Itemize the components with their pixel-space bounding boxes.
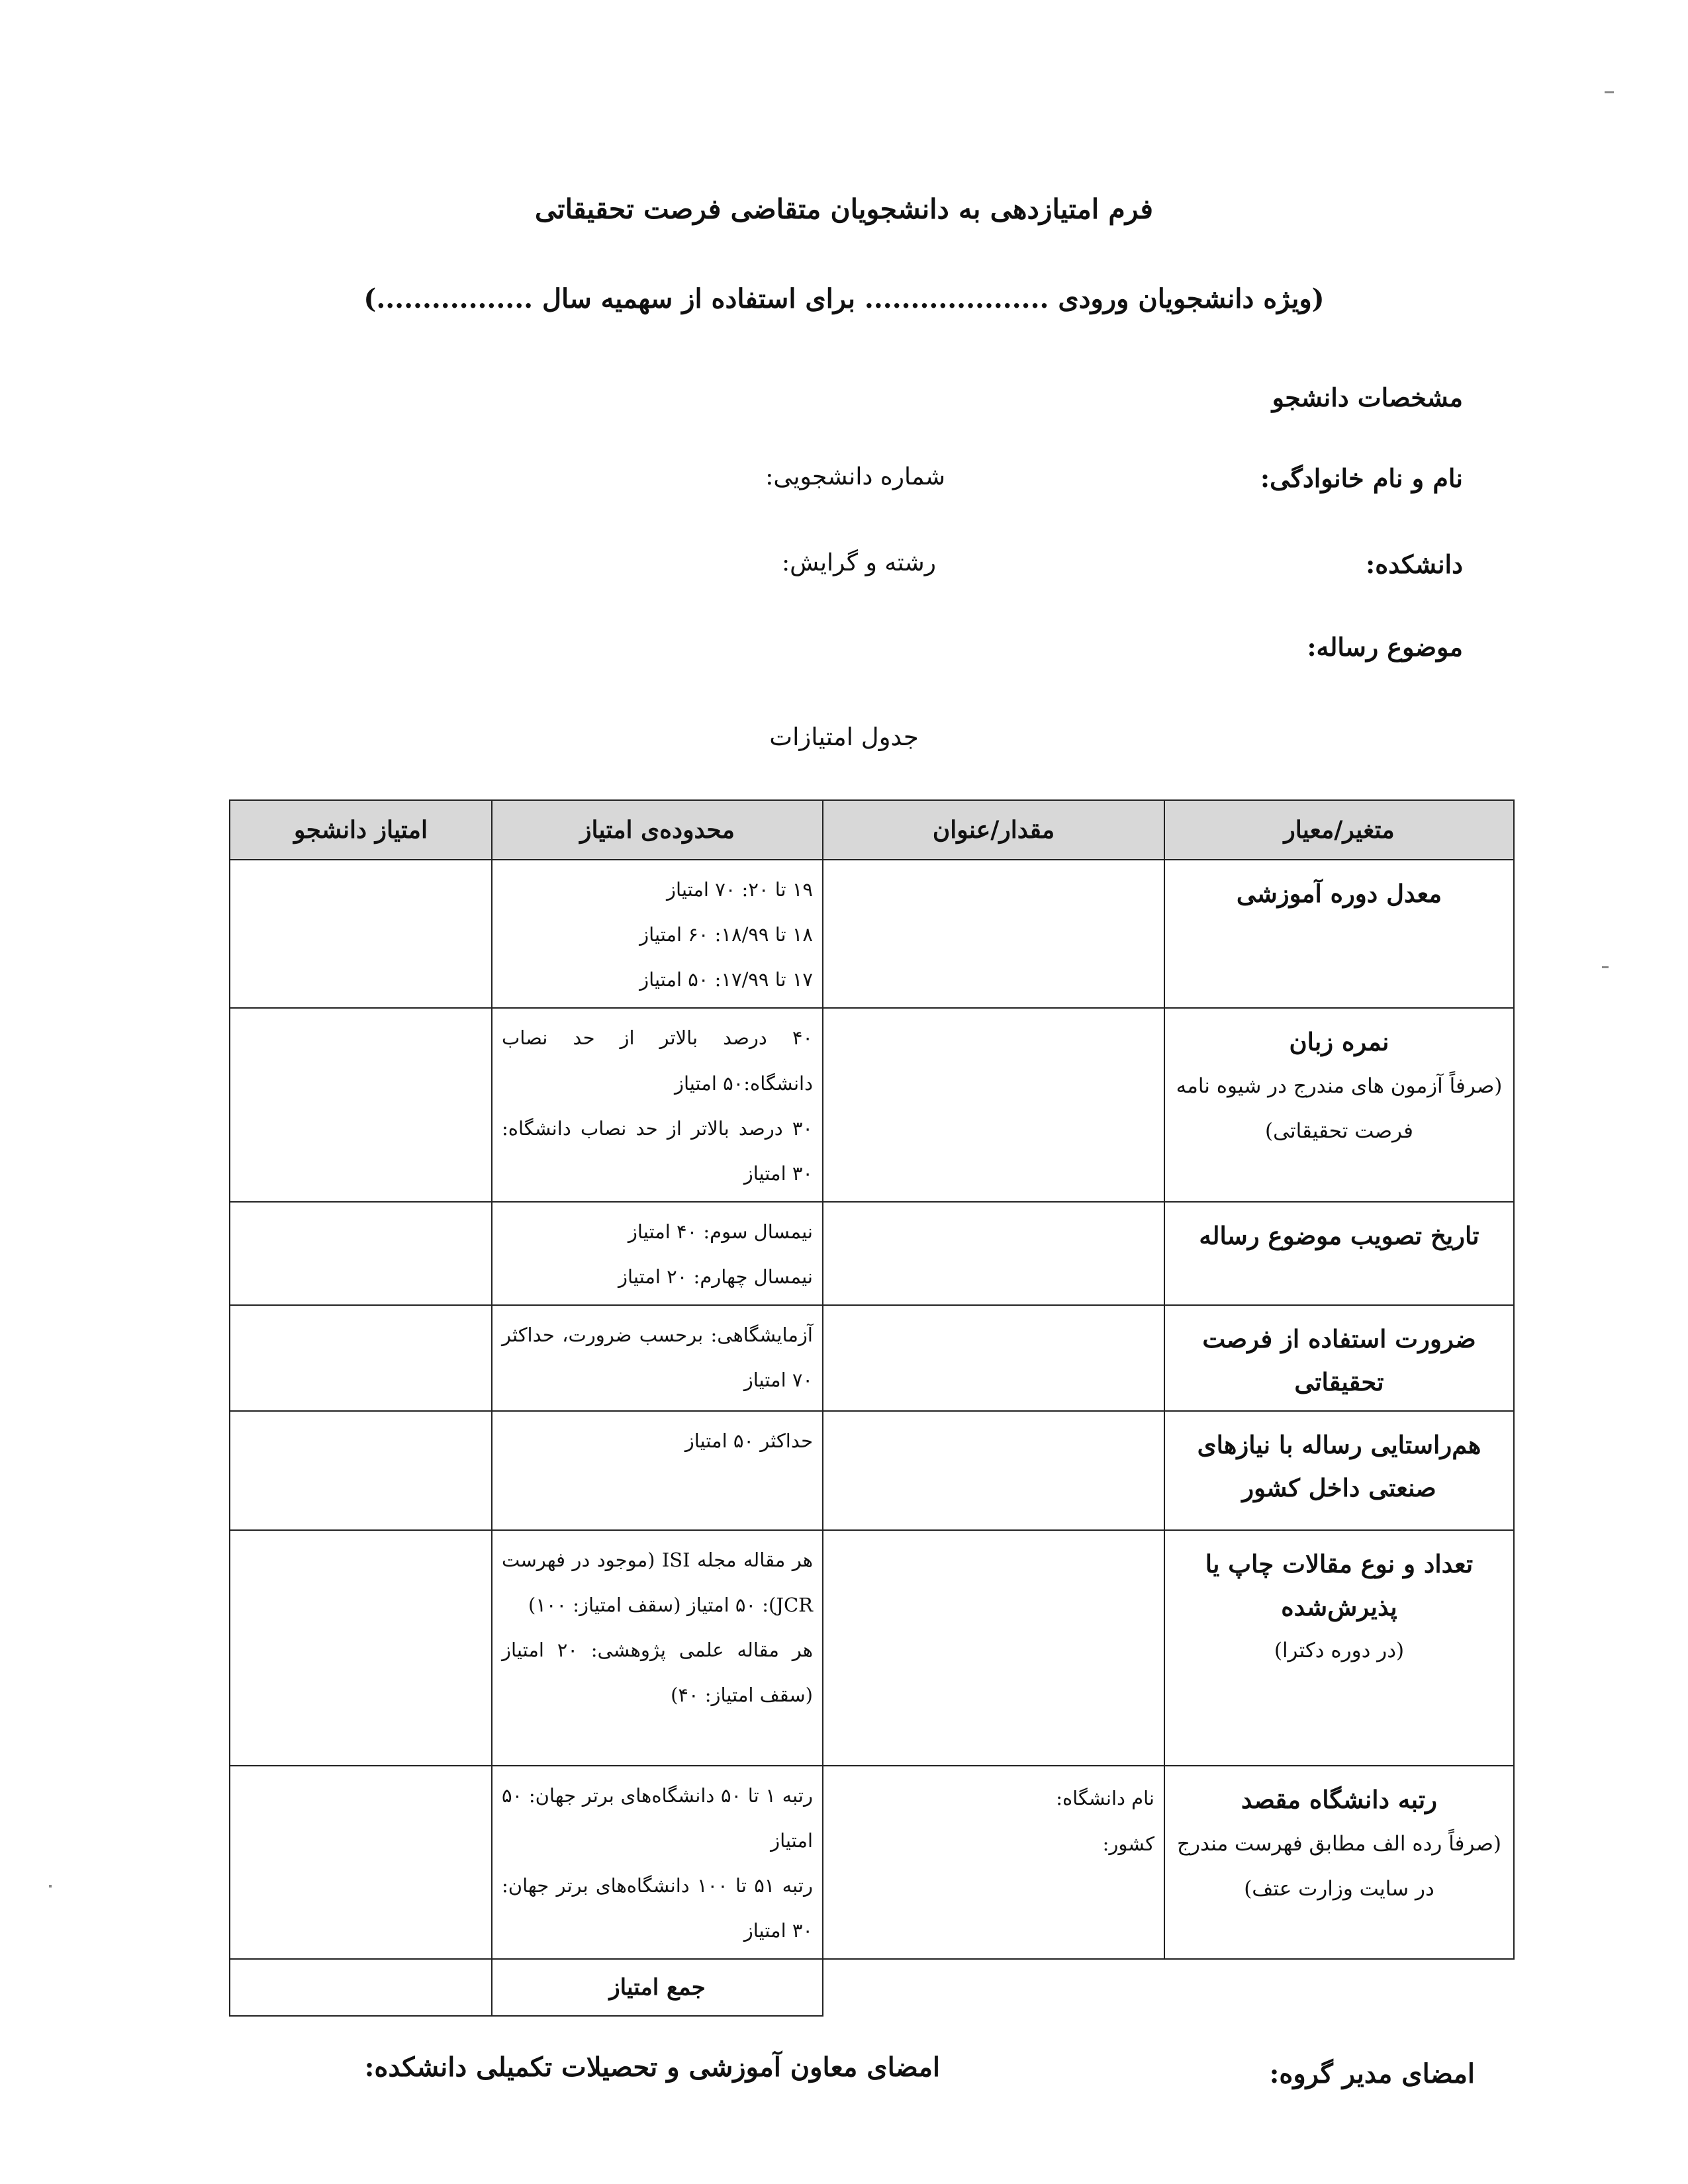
- major-field-label: رشته و گرایش:: [781, 549, 936, 576]
- range-line: حداکثر ۵۰ امتیاز: [684, 1429, 813, 1452]
- range-cell: [492, 1202, 823, 1305]
- criterion-cell: [1164, 1305, 1514, 1411]
- range-cell: [492, 1305, 823, 1411]
- range-cell: [492, 1530, 823, 1766]
- criterion-cell: [1164, 1202, 1514, 1305]
- criterion-note: (صرفاً آزمون های مندرج در شیوه نامه فرصت تحقیقاتی): [1176, 1074, 1503, 1144]
- criterion-title: رتبه دانشگاه مقصد: [1241, 1784, 1438, 1814]
- empty-cell: [823, 1959, 1164, 2016]
- table-row: [230, 1530, 1514, 1766]
- table-row: [230, 1411, 1514, 1530]
- deputy-signature-label: امضای معاون آموزشی و تحصیلات تکمیلی دانشکده:: [364, 2052, 940, 2083]
- criterion-cell: [1164, 1411, 1514, 1530]
- scores-table: [229, 799, 1515, 2017]
- scan-speck: [1602, 966, 1609, 968]
- scan-speck: [49, 1885, 52, 1888]
- criterion-title: نمره زبان: [1289, 1027, 1389, 1057]
- range-line: رتبه ۵۱ تا ۱۰۰ دانشگاه‌های برتر جهان: ۳۰ امتیاز: [502, 1874, 813, 1942]
- faculty-field-label: دانشکده:: [1366, 549, 1463, 579]
- range-cell: [492, 1008, 823, 1202]
- table-header-row: [230, 800, 1514, 860]
- criterion-title: هم‌راستایی رساله با نیازهای صنعتی داخل کشور: [1197, 1430, 1481, 1502]
- range-line: ۳۰ درصد بالاتر از حد نصاب دانشگاه: ۳۰ امتیاز: [502, 1116, 813, 1185]
- student-score-cell[interactable]: [230, 1766, 492, 1960]
- student-info-heading: مشخصات دانشجو: [1272, 383, 1463, 412]
- criterion-cell: [1164, 1766, 1514, 1960]
- range-line: ۱۹ تا ۲۰: ۷۰ امتیاز: [667, 878, 813, 901]
- thesis-field-label: موضوع رساله:: [1307, 632, 1463, 662]
- table-row: [230, 1202, 1514, 1305]
- amount-cell[interactable]: [823, 1008, 1164, 1202]
- empty-cell: [1164, 1959, 1514, 2016]
- scan-speck: [1605, 91, 1614, 93]
- table-row: [230, 1766, 1514, 1960]
- table-row: [230, 860, 1514, 1008]
- student-score-cell[interactable]: [230, 1530, 492, 1766]
- amount-cell[interactable]: [823, 1411, 1164, 1530]
- criterion-title: تاریخ تصویب موضوع رساله: [1199, 1220, 1479, 1250]
- name-field-label: نام و نام خانوادگی:: [1260, 463, 1463, 493]
- criterion-title: ضرورت استفاده از فرصت تحقیقاتی: [1202, 1324, 1476, 1397]
- total-score-cell[interactable]: [230, 1959, 492, 2016]
- amount-cell[interactable]: [823, 1305, 1164, 1411]
- country-label: کشور:: [1102, 1833, 1154, 1856]
- range-cell: [492, 860, 823, 1008]
- amount-cell[interactable]: [823, 860, 1164, 1008]
- student-score-cell[interactable]: [230, 1305, 492, 1411]
- criterion-title: معدل دوره آموزشی: [1236, 879, 1442, 908]
- student-score-cell[interactable]: [230, 1411, 492, 1530]
- range-line: ۱۸ تا ۱۸/۹۹: ۶۰ امتیاز: [639, 923, 813, 946]
- criterion-note: (در دوره دکترا): [1274, 1639, 1405, 1663]
- amount-cell[interactable]: [823, 1766, 1164, 1960]
- range-line: آزمایشگاهی: برحسب ضرورت، حداکثر ۷۰ امتیاز: [502, 1324, 813, 1392]
- student-score-cell[interactable]: [230, 1008, 492, 1202]
- criterion-cell: [1164, 1008, 1514, 1202]
- amount-cell[interactable]: [823, 1530, 1164, 1766]
- form-subtitle: (ویژه دانشجویان ورودی .................... برای استفاده از سهمیه سال .................): [363, 283, 1325, 314]
- table-caption: جدول امتیازات: [769, 723, 919, 751]
- table-row: [230, 1008, 1514, 1202]
- university-name-label: نام دانشگاه:: [1056, 1786, 1154, 1809]
- range-cell: [492, 1766, 823, 1960]
- total-row: [230, 1959, 1514, 2016]
- total-label: جمع امتیاز: [492, 1959, 823, 2016]
- criterion-cell: [1164, 1530, 1514, 1766]
- header-amount: مقدار/عنوان: [823, 800, 1164, 860]
- range-line: هر مقاله مجله ISI (موجود در فهرست JCR): ۵۰ امتیاز (سقف امتیاز: ۱۰۰): [502, 1548, 814, 1616]
- amount-cell[interactable]: [823, 1202, 1164, 1305]
- criterion-cell: [1164, 860, 1514, 1008]
- student-score-cell[interactable]: [230, 1202, 492, 1305]
- student-score-cell[interactable]: [230, 860, 492, 1008]
- group-head-signature-label: امضای مدیر گروه:: [1269, 2058, 1475, 2089]
- range-cell: [492, 1411, 823, 1530]
- header-criterion: متغیر/معیار: [1164, 800, 1514, 860]
- form-title: فرم امتیازدهی به دانشجویان متقاضی فرصت تحقیقاتی: [534, 193, 1154, 225]
- range-line: ۴۰ درصد بالاتر از حد نصاب دانشگاه:۵۰ امتیاز: [502, 1026, 813, 1095]
- table-row: [230, 1305, 1514, 1411]
- header-student-score: امتیاز دانشجو: [230, 800, 492, 860]
- header-range: محدوده‌ی امتیاز: [492, 800, 823, 860]
- range-line: نیمسال سوم: ۴۰ امتیاز: [628, 1220, 813, 1243]
- range-line: نیمسال چهارم: ۲۰ امتیاز: [618, 1265, 813, 1289]
- range-line: رتبه ۱ تا ۵۰ دانشگاه‌های برتر جهان: ۵۰ امتیاز: [502, 1784, 813, 1852]
- student-number-field-label: شماره دانشجویی:: [765, 463, 945, 490]
- criterion-title: تعداد و نوع مقالات چاپ یا پذیرش‌شده: [1205, 1549, 1474, 1621]
- range-line: ۱۷ تا ۱۷/۹۹: ۵۰ امتیاز: [639, 968, 813, 991]
- criterion-note: (صرفاً رده الف مطابق فهرست مندرج در سایت وزارت عتف): [1176, 1831, 1502, 1901]
- range-line: هر مقاله علمی پژوهشی: ۲۰ امتیاز (سقف امتیاز: ۴۰): [502, 1639, 813, 1707]
